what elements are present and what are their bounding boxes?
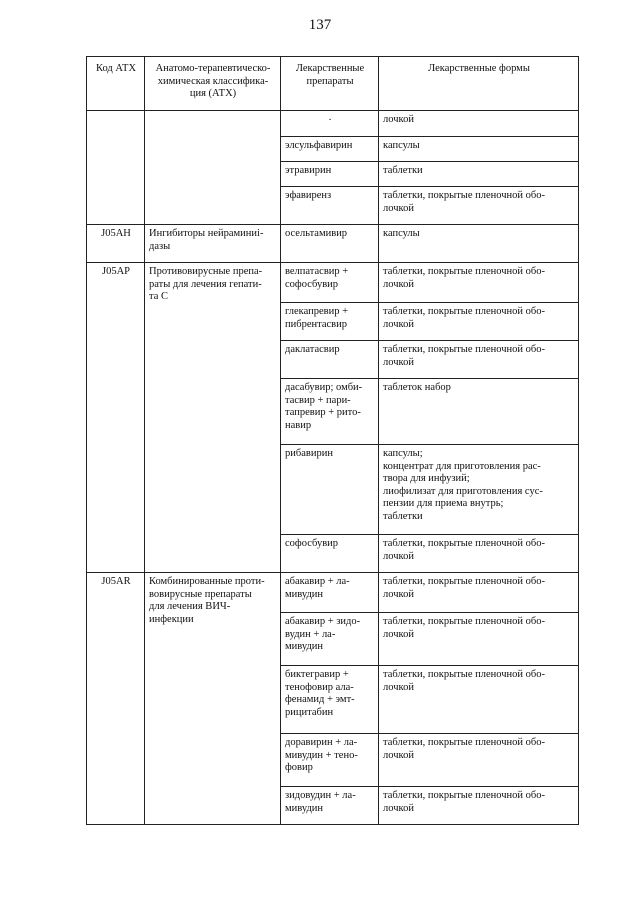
- form-cell: таблетки, покрытые пленочной обо- лочкой: [379, 666, 579, 734]
- drug-cell: биктегравир + тенофовир ала- фенамид + эмт- рицитабин: [281, 666, 379, 734]
- form-cell: таблетки, покрытые пленочной обо- лочкой: [379, 303, 579, 341]
- drug-cell: доравирин + ла- мивудин + тено- фовир: [281, 734, 379, 787]
- table-row: [87, 573, 579, 613]
- drug-cell: глекапревир + пибрентасвир: [281, 303, 379, 341]
- drug-cell: зидовудин + ла- мивудин: [281, 787, 379, 825]
- form-cell: таблеток набор: [379, 379, 579, 445]
- code-cell: J05AR: [87, 573, 145, 825]
- header-code: Код АТХ: [87, 57, 145, 111]
- drug-cell: дасабувир; омби- тасвир + пари- тапревир + рито- навир: [281, 379, 379, 445]
- class-cell: [145, 111, 281, 225]
- drug-cell-mark: .: [328, 112, 332, 123]
- header-forms: Лекарственные формы: [379, 57, 579, 111]
- table-header-row: [87, 57, 579, 111]
- table-row: [87, 111, 579, 137]
- drug-cell: элсульфавирин: [281, 137, 379, 162]
- drug-cell: софосбувир: [281, 535, 379, 573]
- form-cell: таблетки, покрытые пленочной обо- лочкой: [379, 535, 579, 573]
- class-cell: Противовирусные препа- раты для лечения гепати- та С: [145, 263, 281, 573]
- table-row: [87, 263, 579, 303]
- code-cell: J05AP: [87, 263, 145, 573]
- drug-cell: абакавир + зидо- вудин + ла- мивудин: [281, 613, 379, 666]
- form-cell: таблетки, покрытые пленочной обо- лочкой: [379, 787, 579, 825]
- form-cell: капсулы: [379, 225, 579, 263]
- drug-cell: [281, 111, 379, 137]
- form-cell: таблетки, покрытые пленочной обо- лочкой: [379, 187, 579, 225]
- drug-cell: велпатасвир + софосбувир: [281, 263, 379, 303]
- atx-table: [86, 56, 579, 825]
- header-drugs: Лекарственные препараты: [281, 57, 379, 111]
- drug-cell: рибавирин: [281, 445, 379, 535]
- table-row: [87, 225, 579, 263]
- drug-cell: абакавир + ла- мивудин: [281, 573, 379, 613]
- form-cell: капсулы: [379, 137, 579, 162]
- drug-cell: эфавиренз: [281, 187, 379, 225]
- form-cell: капсулы; концентрат для приготовления рас- твора для инфузий; лиофилизат для приготовления сус- пензии для приема внутрь; таблетки: [379, 445, 579, 535]
- page-number: 137: [308, 17, 332, 33]
- code-cell: J05AH: [87, 225, 145, 263]
- drug-cell: даклатасвир: [281, 341, 379, 379]
- form-cell: таблетки, покрытые пленочной обо- лочкой: [379, 341, 579, 379]
- class-cell: Комбинированные проти- вовирусные препараты для лечения ВИЧ- инфекции: [145, 573, 281, 825]
- form-cell: таблетки, покрытые пленочной обо- лочкой: [379, 573, 579, 613]
- drug-cell: этравирин: [281, 162, 379, 187]
- form-cell: таблетки, покрытые пленочной обо- лочкой: [379, 734, 579, 787]
- form-cell: лочкой: [379, 111, 579, 137]
- header-classification: Анатомо-терапевтическо- химическая классифика- ция (АТХ): [145, 57, 281, 111]
- code-cell: [87, 111, 145, 225]
- form-cell: таблетки: [379, 162, 579, 187]
- class-cell: Ингибиторы нейраминиі- дазы: [145, 225, 281, 263]
- drug-cell: осельтамивир: [281, 225, 379, 263]
- form-cell: таблетки, покрытые пленочной обо- лочкой: [379, 613, 579, 666]
- form-cell: таблетки, покрытые пленочной обо- лочкой: [379, 263, 579, 303]
